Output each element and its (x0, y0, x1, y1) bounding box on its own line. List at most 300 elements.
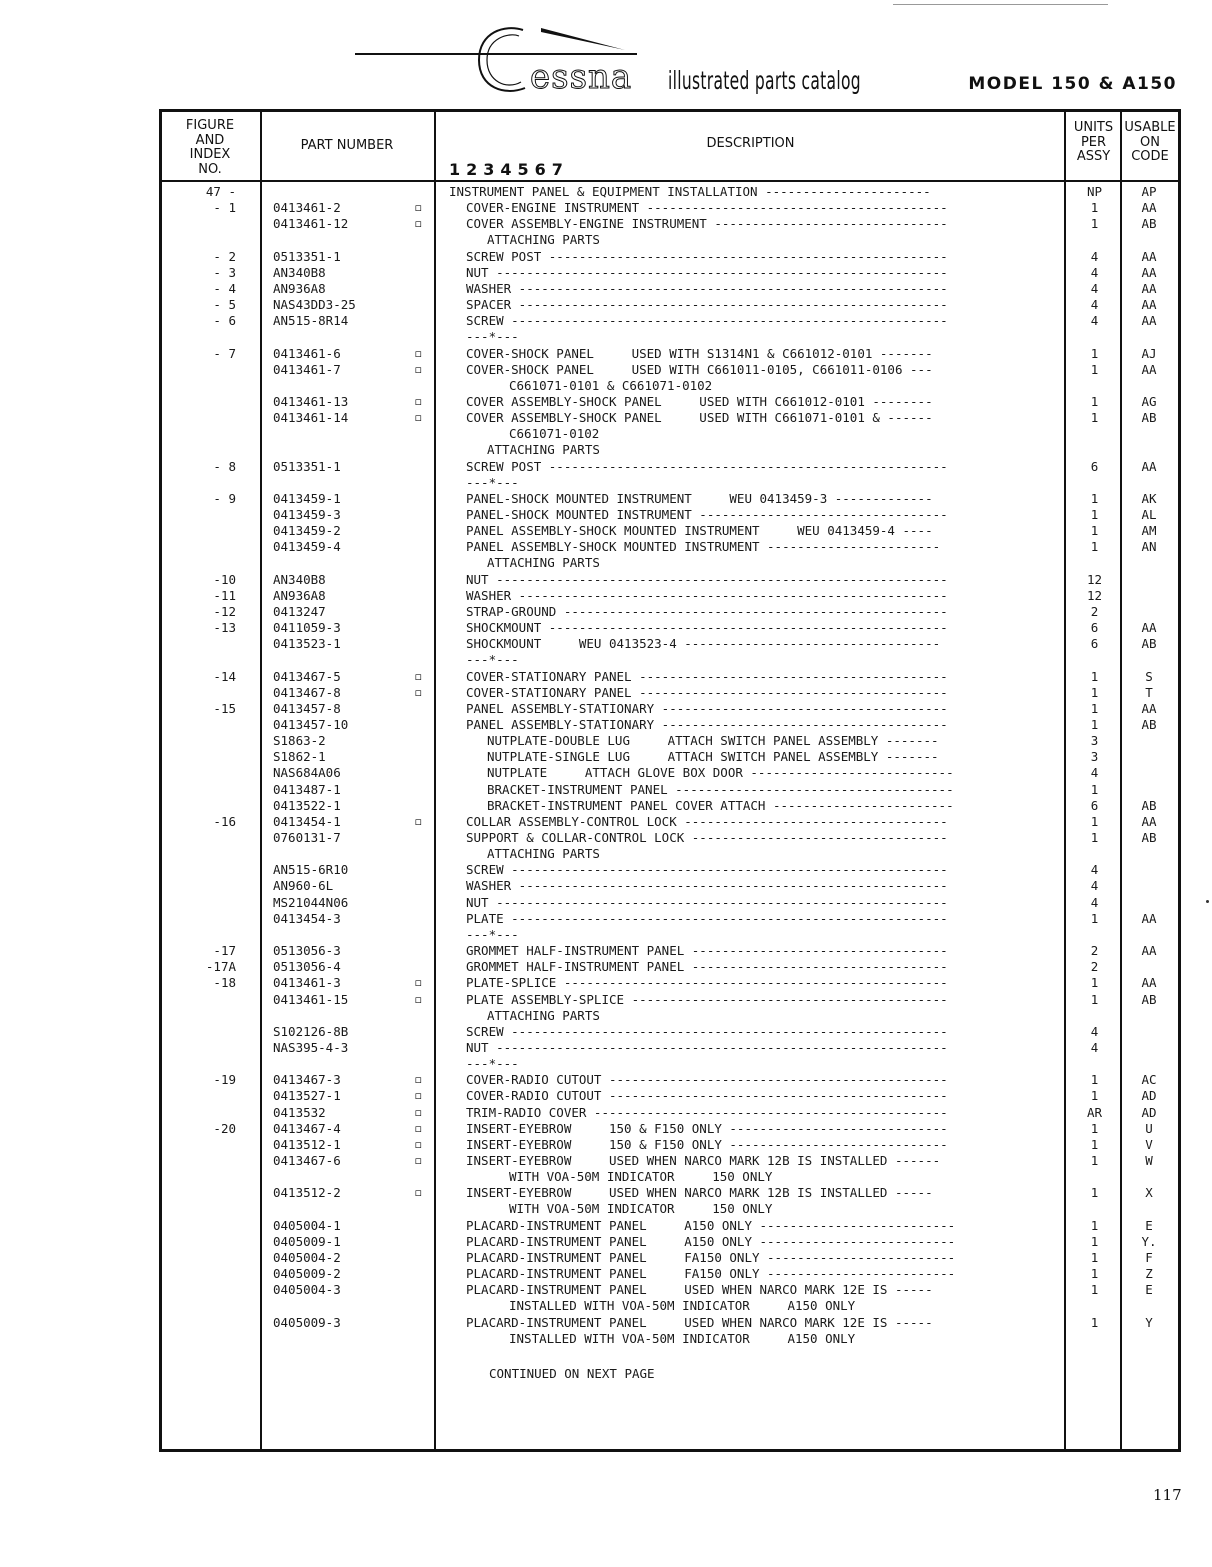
usable-on-code: AC (1141, 1072, 1157, 1088)
change-marker: ◻ (415, 394, 422, 408)
table-row (0, 1282, 1212, 1298)
units-per-assy: 6 (1090, 797, 1099, 813)
table-row (0, 749, 1212, 765)
description: INSERT-EYEBROW 150 & F150 ONLY ----------------------------- (466, 1120, 948, 1136)
usable-on-code: AA (1141, 280, 1157, 296)
change-marker: ◻ (415, 201, 422, 215)
description: ---*--- (466, 652, 519, 668)
usable-on-code: AB (1141, 830, 1157, 845)
table-row (0, 782, 1212, 798)
description: COVER-SHOCK PANEL USED WITH C661011-0105, C661011-0106 --- (466, 361, 933, 377)
part-number: 0413459-2 (273, 523, 341, 539)
description: WASHER --------------------------------------------------------- (466, 280, 948, 296)
usable-on-code: AL (1141, 507, 1157, 522)
units-per-assy: 1 (1090, 1185, 1099, 1201)
table-row (0, 975, 1212, 991)
table-row (0, 830, 1212, 846)
usable-on-code: X (1145, 1185, 1153, 1201)
change-marker: ◻ (415, 976, 422, 990)
units-per-assy: 6 (1090, 620, 1099, 636)
table-row (0, 1250, 1212, 1266)
description: PANEL ASSEMBLY-SHOCK MOUNTED INSTRUMENT WEU 0413459-4 ---- (466, 523, 933, 539)
usable-on-code: AN (1141, 539, 1157, 555)
index-number: - 9 (213, 490, 236, 506)
table-row (0, 1137, 1212, 1153)
description: SCREW POST ----------------------------------------------------- (466, 458, 948, 474)
usable-on-code: AB (1141, 636, 1157, 652)
table-row (0, 1040, 1212, 1056)
description: PLACARD-INSTRUMENT PANEL A150 ONLY -------------------------- (466, 1233, 956, 1249)
description: NUT ------------------------------------------------------------ (466, 264, 948, 280)
units-per-assy: 1 (1090, 1088, 1099, 1104)
usable-on-code: AM (1141, 523, 1157, 539)
part-number: AN515-6R10 (273, 862, 349, 878)
description: PANEL-SHOCK MOUNTED INSTRUMENT --------------------------------- (466, 507, 948, 522)
description: PLATE ---------------------------------------------------------- (466, 910, 948, 926)
part-number: 0513351-1 (273, 458, 341, 474)
units-per-assy: 1 (1090, 523, 1099, 539)
part-number: 0413532 (273, 1104, 326, 1120)
part-number: 0413247 (273, 603, 326, 619)
part-number: 0413454-1 (273, 813, 341, 829)
part-number: 0413467-4 (273, 1120, 341, 1136)
usable-on-code: AJ (1141, 345, 1157, 361)
description: INSERT-EYEBROW USED WHEN NARCO MARK 12B IS INSTALLED ----- (466, 1185, 933, 1201)
part-number: 0405009-1 (273, 1233, 341, 1249)
part-number: 0413459-4 (273, 539, 341, 555)
description: COVER ASSEMBLY-ENGINE INSTRUMENT ------------------------------- (466, 216, 948, 232)
description: INSTALLED WITH VOA-50M INDICATOR A150 ONLY (509, 1298, 856, 1314)
index-number: -17A (205, 959, 236, 975)
index-number: -12 (213, 603, 236, 619)
table-row (0, 798, 1212, 814)
units-per-assy: 1 (1090, 910, 1099, 926)
units-per-assy: AR (1086, 1104, 1103, 1120)
description: PANEL ASSEMBLY-STATIONARY -------------------------------------- (466, 716, 948, 732)
units-per-assy: 1 (1090, 781, 1099, 797)
table-row (0, 1153, 1212, 1169)
table-row (0, 539, 1212, 555)
header-divider (159, 180, 1181, 182)
change-marker: ◻ (415, 1121, 422, 1135)
table-row (0, 1121, 1212, 1137)
index-number: - 5 (213, 297, 236, 313)
part-number: 0413512-2 (273, 1185, 341, 1201)
units-per-assy: 1 (1090, 830, 1099, 845)
usable-on-code: W (1145, 1153, 1153, 1168)
units-per-assy: 4 (1090, 280, 1099, 296)
continued-note-row (0, 1366, 1212, 1382)
part-number: 0405004-1 (273, 1217, 341, 1233)
part-number: 0405009-3 (273, 1314, 341, 1330)
units-per-assy: 3 (1090, 749, 1099, 765)
table-row (0, 895, 1212, 911)
description: INSTRUMENT PANEL & EQUIPMENT INSTALLATION ---------------------- (449, 184, 931, 199)
column-header-figure: FIGURE AND INDEX NO. (185, 118, 235, 177)
table-row (0, 733, 1212, 749)
units-per-assy: 1 (1090, 700, 1099, 716)
usable-on-code: AK (1141, 490, 1157, 506)
table-row (0, 685, 1212, 701)
description: COVER-STATIONARY PANEL ----------------------------------------- (466, 684, 948, 700)
units-per-assy: 1 (1090, 1249, 1099, 1265)
units-per-assy: 1 (1090, 1072, 1099, 1088)
units-per-assy: 1 (1090, 200, 1099, 216)
usable-on-code: AG (1141, 393, 1157, 409)
part-number: 0413459-1 (273, 490, 341, 506)
index-number: -15 (213, 700, 236, 716)
table-row (0, 410, 1212, 426)
part-number: MS21044N06 (273, 894, 349, 910)
part-number: 0413459-3 (273, 507, 341, 522)
usable-on-code: T (1145, 684, 1153, 700)
table-row (0, 216, 1212, 232)
description: ATTACHING PARTS (487, 232, 600, 248)
description: PLATE ASSEMBLY-SPLICE ------------------------------------------ (466, 991, 948, 1007)
description: NUTPLATE-SINGLE LUG ATTACH SWITCH PANEL ASSEMBLY ------- (487, 749, 939, 765)
part-number: 0413461-12 (273, 216, 349, 232)
description: ---*--- (466, 329, 519, 345)
description: SPACER --------------------------------------------------------- (466, 297, 948, 313)
change-marker: ◻ (415, 346, 422, 360)
description: COVER-STATIONARY PANEL ----------------------------------------- (466, 668, 948, 684)
part-number: 0413512-1 (273, 1136, 341, 1152)
change-marker: ◻ (415, 1105, 422, 1119)
table-row (0, 620, 1212, 636)
top-edge-rule (893, 4, 1108, 5)
units-per-assy: 2 (1090, 943, 1099, 959)
change-marker: ◻ (415, 1137, 422, 1151)
catalog-title: illustrated parts catalog (668, 66, 861, 95)
table-row (0, 1008, 1212, 1024)
part-number: 0413527-1 (273, 1088, 341, 1104)
units-per-assy: 3 (1090, 733, 1099, 749)
change-marker: ◻ (415, 669, 422, 683)
index-number: - 4 (213, 280, 236, 296)
units-per-assy: 4 (1090, 248, 1099, 264)
description: COVER ASSEMBLY-SHOCK PANEL USED WITH C661071-0101 & ------ (466, 410, 933, 426)
description: BRACKET-INSTRUMENT PANEL ------------------------------------- (487, 781, 954, 797)
description: NUT ------------------------------------------------------------ (466, 571, 948, 587)
part-number: 0405009-2 (273, 1266, 341, 1282)
usable-on-code: Y (1145, 1314, 1153, 1330)
units-per-assy: 1 (1090, 345, 1099, 361)
description: PLACARD-INSTRUMENT PANEL A150 ONLY -------------------------- (466, 1217, 956, 1233)
table-row (0, 200, 1212, 216)
usable-on-code: AB (1141, 797, 1157, 813)
table-row (0, 297, 1212, 313)
description: ATTACHING PARTS (487, 555, 600, 571)
table-row (0, 572, 1212, 588)
table-row (0, 959, 1212, 975)
usable-on-code: AB (1141, 216, 1157, 232)
description: PLACARD-INSTRUMENT PANEL USED WHEN NARCO MARK 12E IS ----- (466, 1282, 933, 1298)
units-per-assy: 1 (1090, 991, 1099, 1007)
table-row (0, 636, 1212, 652)
usable-on-code: AA (1141, 975, 1157, 991)
part-number: 0413467-8 (273, 684, 341, 700)
description: ATTACHING PARTS (487, 442, 600, 458)
units-per-assy: 1 (1090, 716, 1099, 732)
column-header-part-number: PART NUMBER (300, 138, 394, 153)
index-number: -16 (213, 813, 236, 829)
column-header-usable-code: USABLE ON CODE (1124, 120, 1176, 164)
cessna-logo (355, 22, 640, 100)
model-title: MODEL 150 & A150 (968, 74, 1177, 94)
usable-on-code: AA (1141, 361, 1157, 377)
units-per-assy: 1 (1090, 1217, 1099, 1233)
description: NUTPLATE-DOUBLE LUG ATTACH SWITCH PANEL ASSEMBLY ------- (487, 733, 939, 749)
units-per-assy: 1 (1090, 361, 1099, 377)
usable-on-code: Y. (1141, 1233, 1157, 1249)
usable-on-code: AP (1141, 184, 1157, 199)
table-row (0, 232, 1212, 248)
usable-on-code: E (1145, 1282, 1153, 1298)
part-number: AN340B8 (273, 264, 326, 280)
usable-on-code: AA (1141, 264, 1157, 280)
part-number: 0413487-1 (273, 781, 341, 797)
table-row (0, 249, 1212, 265)
units-per-assy: 1 (1090, 668, 1099, 684)
part-number: AN515-8R14 (273, 313, 349, 329)
units-per-assy: 12 (1086, 571, 1103, 587)
part-number: 0413523-1 (273, 636, 341, 652)
part-number: AN340B8 (273, 571, 326, 587)
table-row (0, 313, 1212, 329)
description: NUTPLATE ATTACH GLOVE BOX DOOR --------------------------- (487, 765, 954, 781)
part-number: 0413457-10 (273, 716, 349, 732)
part-number: 0413461-15 (273, 991, 349, 1007)
units-per-assy: 1 (1090, 684, 1099, 700)
table-row (0, 1234, 1212, 1250)
table-row (0, 652, 1212, 668)
usable-on-code: AA (1141, 200, 1157, 216)
table-row (0, 523, 1212, 539)
description: ATTACHING PARTS (487, 846, 600, 862)
part-number: 0760131-7 (273, 830, 341, 845)
table-row (0, 1105, 1212, 1121)
description: INSERT-EYEBROW USED WHEN NARCO MARK 12B IS INSTALLED ------ (466, 1153, 941, 1168)
index-number: -14 (213, 668, 236, 684)
table-row (0, 927, 1212, 943)
description: COVER-SHOCK PANEL USED WITH S1314N1 & C661012-0101 ------- (466, 345, 933, 361)
table-row (0, 1169, 1212, 1185)
usable-on-code: AA (1141, 813, 1157, 829)
description: WITH VOA-50M INDICATOR 150 ONLY (509, 1169, 773, 1185)
part-number: 0413461-13 (273, 393, 349, 409)
description: PANEL ASSEMBLY-SHOCK MOUNTED INSTRUMENT ----------------------- (466, 539, 941, 555)
usable-on-code: V (1145, 1136, 1153, 1152)
part-number: 0413461-6 (273, 345, 341, 361)
part-number: 0413461-7 (273, 361, 341, 377)
usable-on-code: AD (1141, 1104, 1157, 1120)
part-number: S1862-1 (273, 749, 326, 765)
usable-on-code: S (1145, 668, 1153, 684)
description: PANEL-SHOCK MOUNTED INSTRUMENT WEU 0413459-3 ------------- (466, 490, 933, 506)
part-number: 0513351-1 (273, 248, 341, 264)
table-row (0, 669, 1212, 685)
usable-on-code: AB (1141, 410, 1157, 426)
table-row (0, 1315, 1212, 1331)
part-number: 0411059-3 (273, 620, 341, 636)
description: SCREW ---------------------------------------------------------- (466, 862, 948, 878)
table-row (0, 459, 1212, 475)
table-row (0, 184, 1212, 200)
description: BRACKET-INSTRUMENT PANEL COVER ATTACH ------------------------ (487, 797, 954, 813)
units-per-assy: 2 (1090, 959, 1099, 975)
index-number: - 8 (213, 458, 236, 474)
table-row (0, 1201, 1212, 1217)
units-per-assy: 4 (1090, 894, 1099, 910)
svg-text:essna: essna (530, 57, 633, 97)
usable-on-code: F (1145, 1249, 1153, 1265)
index-number: - 7 (213, 345, 236, 361)
table-row (0, 878, 1212, 894)
change-marker: ◻ (415, 1073, 422, 1087)
units-per-assy: 1 (1090, 1153, 1099, 1168)
table-row (0, 1024, 1212, 1040)
table-row (0, 1056, 1212, 1072)
index-number: - 2 (213, 248, 236, 264)
usable-on-code: AA (1141, 297, 1157, 313)
table-row (0, 1185, 1212, 1201)
table-row (0, 265, 1212, 281)
description: GROMMET HALF-INSTRUMENT PANEL ---------------------------------- (466, 943, 948, 959)
table-row (0, 426, 1212, 442)
description: GROMMET HALF-INSTRUMENT PANEL ---------------------------------- (466, 959, 948, 975)
description: WASHER --------------------------------------------------------- (466, 878, 948, 894)
units-per-assy: 4 (1090, 862, 1099, 878)
usable-on-code: Z (1145, 1266, 1153, 1282)
part-number: 0413461-3 (273, 975, 341, 991)
description: C661071-0102 (509, 426, 600, 442)
part-number: 0413454-3 (273, 910, 341, 926)
description: COVER-RADIO CUTOUT --------------------------------------------- (466, 1088, 948, 1104)
units-per-assy: 4 (1090, 1039, 1099, 1055)
description: SCREW POST ----------------------------------------------------- (466, 248, 948, 264)
table-row (0, 717, 1212, 733)
change-marker: ◻ (415, 992, 422, 1006)
description: NUT ------------------------------------------------------------ (466, 894, 948, 910)
description: PANEL ASSEMBLY-STATIONARY -------------------------------------- (466, 700, 948, 716)
index-number: -18 (213, 975, 236, 991)
part-number: 0405004-3 (273, 1282, 341, 1298)
description: WITH VOA-50M INDICATOR 150 ONLY (509, 1201, 773, 1217)
description: ---*--- (466, 474, 519, 490)
part-number: AN936A8 (273, 280, 326, 296)
usable-on-code: AD (1141, 1088, 1157, 1104)
description: TRIM-RADIO COVER ----------------------------------------------- (466, 1104, 948, 1120)
description: SHOCKMOUNT WEU 0413523-4 ---------------------------------- (466, 636, 941, 652)
description: PLACARD-INSTRUMENT PANEL FA150 ONLY ------------------------- (466, 1249, 956, 1265)
description: SCREW ---------------------------------------------------------- (466, 313, 948, 329)
page-number: 117 (1153, 1486, 1182, 1504)
units-per-assy: 1 (1090, 1314, 1099, 1330)
continued-note: CONTINUED ON NEXT PAGE (489, 1366, 655, 1381)
part-number: AN960-6L (273, 878, 334, 894)
usable-on-code: AA (1141, 910, 1157, 926)
units-per-assy: 1 (1090, 975, 1099, 991)
table-row (0, 814, 1212, 830)
change-marker: ◻ (415, 685, 422, 699)
description: PLACARD-INSTRUMENT PANEL FA150 ONLY ------------------------- (466, 1266, 956, 1282)
units-per-assy: 1 (1090, 813, 1099, 829)
table-row (0, 378, 1212, 394)
table-row (0, 555, 1212, 571)
change-marker: ◻ (415, 411, 422, 425)
part-number: 0413522-1 (273, 797, 341, 813)
description: COVER-RADIO CUTOUT --------------------------------------------- (466, 1072, 948, 1088)
indent-level-numbers: 1234567 (449, 160, 569, 179)
table-row (0, 362, 1212, 378)
index-number: -10 (213, 571, 236, 587)
units-per-assy: NP (1086, 184, 1103, 199)
units-per-assy: 1 (1090, 507, 1099, 522)
change-marker: ◻ (415, 814, 422, 828)
column-header-units: UNITS PER ASSY (1073, 120, 1114, 164)
usable-on-code: AA (1141, 700, 1157, 716)
table-row (0, 281, 1212, 297)
usable-on-code: AA (1141, 248, 1157, 264)
change-marker: ◻ (415, 1154, 422, 1167)
part-number: NAS684A06 (273, 765, 341, 781)
part-number: 0405004-2 (273, 1249, 341, 1265)
description: INSERT-EYEBROW 150 & F150 ONLY ----------------------------- (466, 1136, 948, 1152)
table-row (0, 1298, 1212, 1314)
table-row (0, 701, 1212, 717)
table-row (0, 588, 1212, 604)
part-number: 0513056-3 (273, 943, 341, 959)
table-row (0, 862, 1212, 878)
units-per-assy: 4 (1090, 765, 1099, 781)
table-row (0, 1218, 1212, 1234)
part-number: S1863-2 (273, 733, 326, 749)
units-per-assy: 1 (1090, 490, 1099, 506)
index-number: - 6 (213, 313, 236, 329)
description: SCREW ---------------------------------------------------------- (466, 1023, 948, 1039)
units-per-assy: 1 (1090, 1136, 1099, 1152)
usable-on-code: AA (1141, 458, 1157, 474)
units-per-assy: 1 (1090, 1120, 1099, 1136)
table-row (0, 394, 1212, 410)
change-marker: ◻ (415, 217, 422, 231)
description: ATTACHING PARTS (487, 1007, 600, 1023)
units-per-assy: 1 (1090, 216, 1099, 232)
index-number: -17 (213, 943, 236, 959)
change-marker: ◻ (415, 1089, 422, 1103)
change-marker: ◻ (415, 1186, 422, 1200)
description: COVER ASSEMBLY-SHOCK PANEL USED WITH C661012-0101 -------- (466, 393, 933, 409)
index-number: - 1 (213, 200, 236, 216)
change-marker: ◻ (415, 362, 422, 376)
units-per-assy: 4 (1090, 878, 1099, 894)
units-per-assy: 4 (1090, 313, 1099, 329)
index-number: -20 (213, 1120, 236, 1136)
table-row (0, 1072, 1212, 1088)
description: NUT ------------------------------------------------------------ (466, 1039, 948, 1055)
part-number: 0413467-6 (273, 1153, 341, 1168)
table-row (0, 475, 1212, 491)
description: PLACARD-INSTRUMENT PANEL USED WHEN NARCO MARK 12E IS ----- (466, 1314, 933, 1330)
units-per-assy: 1 (1090, 1282, 1099, 1298)
table-row (0, 442, 1212, 458)
description: ---*--- (466, 1056, 519, 1072)
description: SUPPORT & COLLAR-CONTROL LOCK ---------------------------------- (466, 830, 948, 845)
scan-speck (1206, 900, 1209, 903)
table-row (0, 329, 1212, 345)
usable-on-code: U (1145, 1120, 1153, 1136)
description: COLLAR ASSEMBLY-CONTROL LOCK ----------------------------------- (466, 813, 948, 829)
